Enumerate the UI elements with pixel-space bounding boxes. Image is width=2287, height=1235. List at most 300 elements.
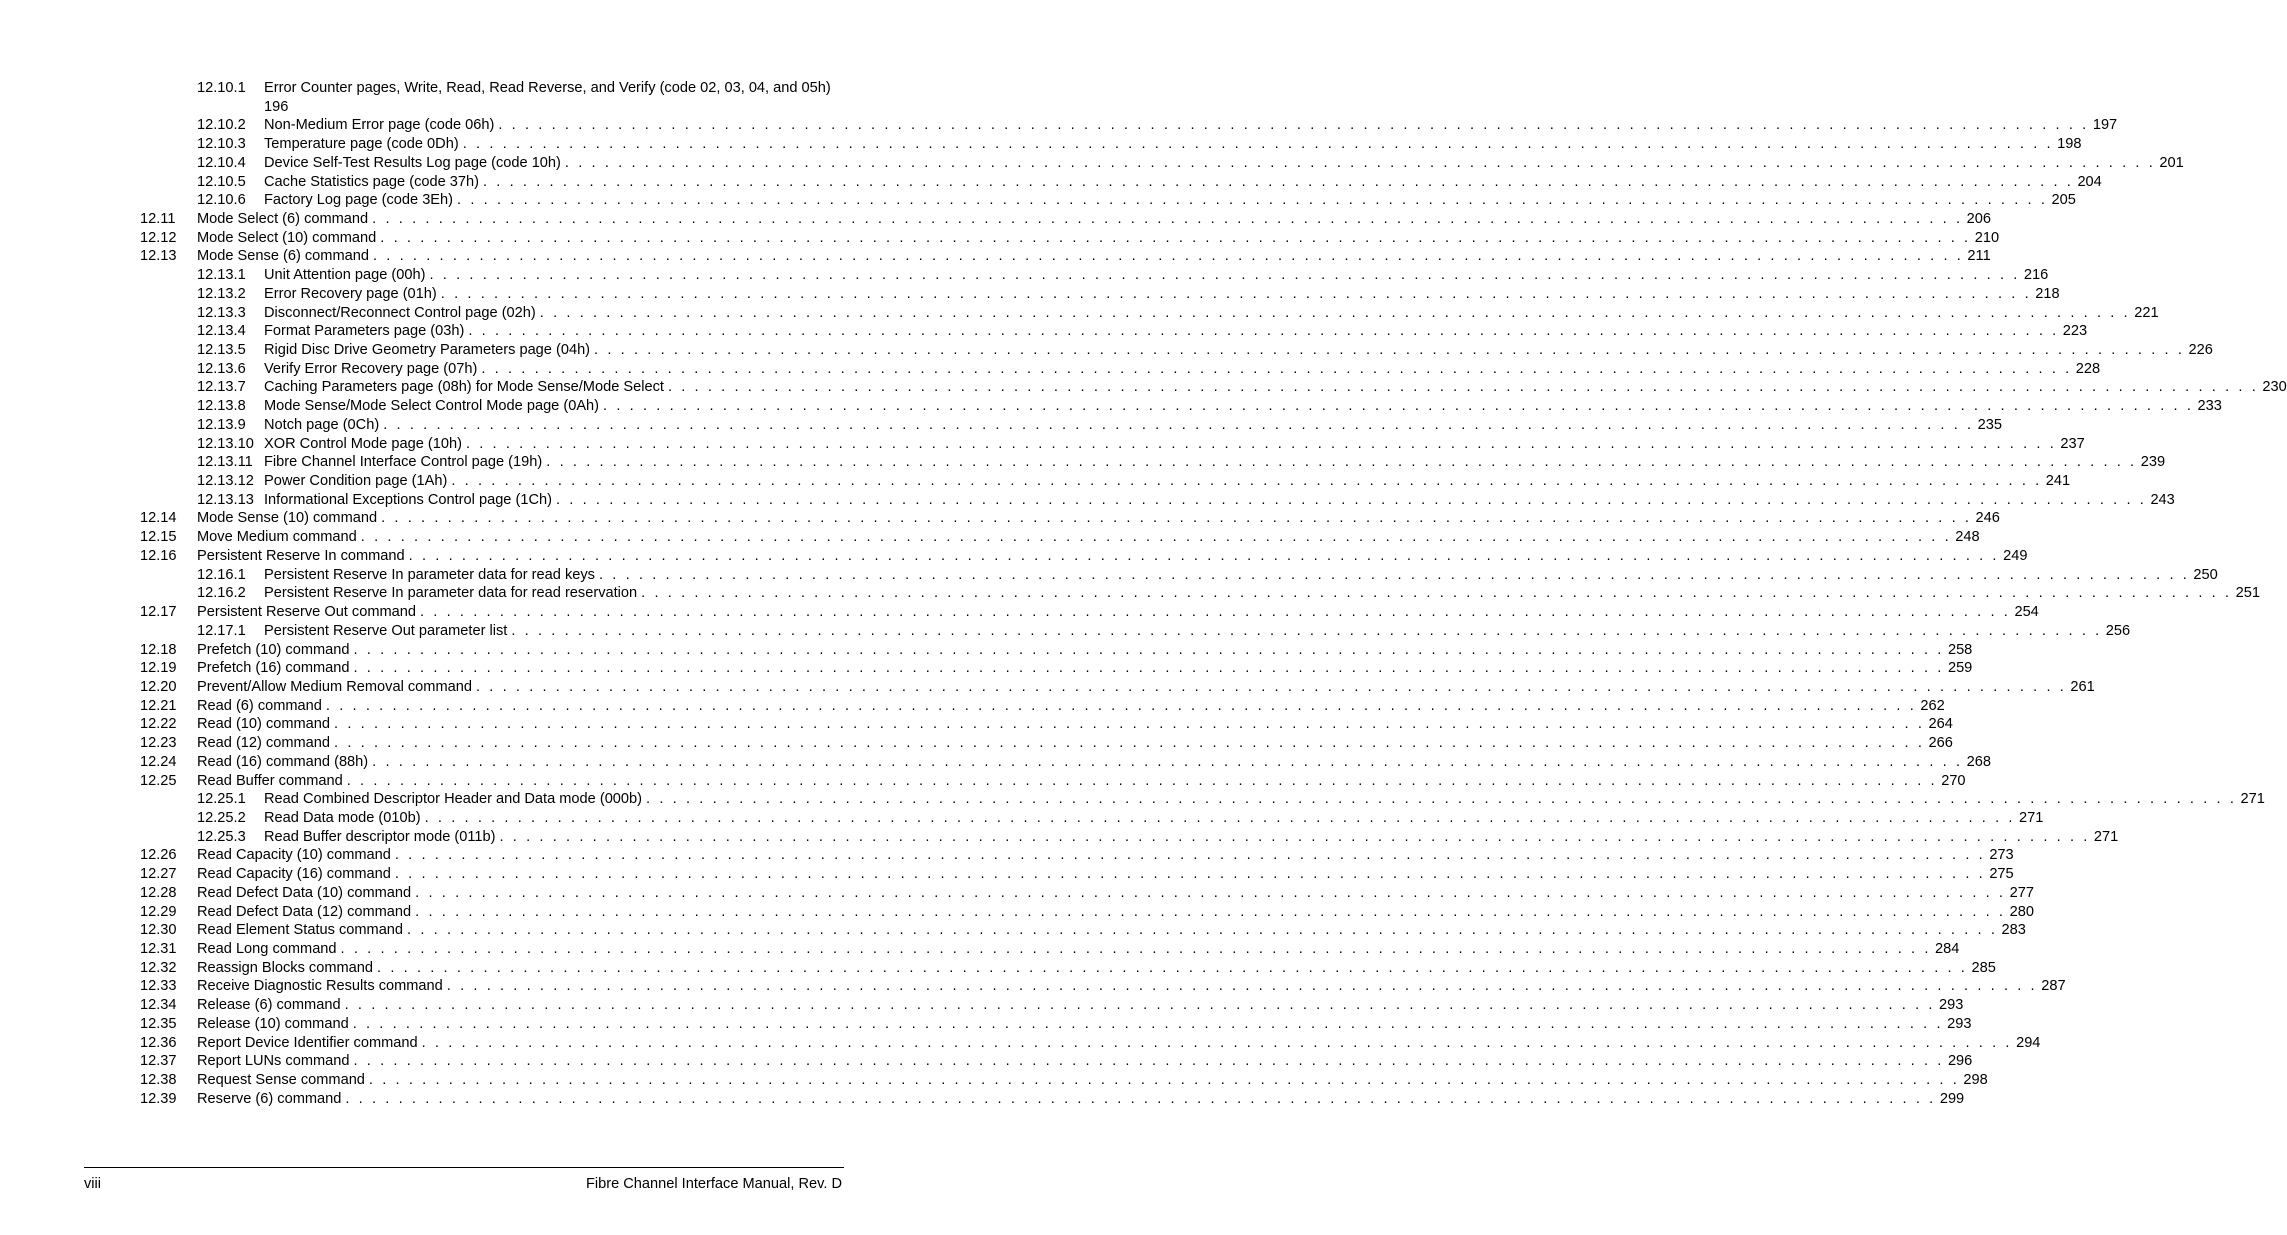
dot-leader: . . . . . . . . . . . . . . . . . . . . . . . . . . . . . . . . . . . . . . . . . . . . . . . . . . . . . . . . . . . . . . . . . . . . . . . . . . . . . . . . . . . . . . . . . . . . . . . . . . . . . . . . . . . . . . . . . . . . . . . . bbox=[407, 922, 1998, 939]
toc-entry-title: Unit Attention page (00h) bbox=[264, 267, 426, 284]
toc-entry-line bbox=[264, 416, 2003, 435]
toc-entry-number: 12.38 bbox=[140, 1072, 177, 1089]
dot-leader: . . . . . . . . . . . . . . . . . . . . . . . . . . . . . . . . . . . . . . . . . . . . . . . . . . . . . . . . . . . . . . . . . . . . . . . . . . . . . . . . . . . . . . . . . . . . . . . . . . . . . . . . . . . . . . . . . . . . . . . . bbox=[383, 416, 1974, 433]
toc-entry[interactable] bbox=[0, 472, 2071, 491]
dot-leader: . . . . . . . . . . . . . . . . . . . . . . . . . . . . . . . . . . . . . . . . . . . . . . . . . . . . . . . . . . . . . . . . . . . . . . . . . . . . . . . . . . . . . . . . . . . . . . . . . . . . . . . . . . . . . . . . . . . . . . . . bbox=[424, 809, 2016, 826]
toc-entry[interactable] bbox=[0, 697, 1945, 716]
toc-entry[interactable] bbox=[0, 79, 954, 116]
dot-leader: . . . . . . . . . . . . . . . . . . . . . . . . . . . . . . . . . . . . . . . . . . . . . . . . . . . . . . . . . . . . . . . . . . . . . . . . . . . . . . . . . . . . . . . . . . . . . . . . . . . . . . . . . . . . . . . . . . . . . . . . bbox=[368, 1072, 1960, 1089]
toc-entry-title: Read Defect Data (10) command bbox=[197, 884, 412, 901]
toc-entry-page: 259 bbox=[1947, 660, 1973, 677]
toc-entry-number: 12.32 bbox=[140, 959, 177, 976]
toc-entry-page: 216 bbox=[2023, 267, 2049, 284]
toc-entry-title: Receive Diagnostic Results command bbox=[197, 978, 443, 995]
toc-entry-page: 235 bbox=[1977, 416, 2003, 433]
toc-entry-line bbox=[197, 734, 1953, 753]
dot-leader: . . . . . . . . . . . . . . . . . . . . . . . . . . . . . . . . . . . . . . . . . . . . . . . . . . . . . . . . . . . . . . . . . . . . . . . . . . . . . . . . . . . . . . . . . . . . . . . . . . . . . . . . . . . . . . . . . . . . . . . . bbox=[539, 304, 2131, 321]
dot-leader: . . . . . . . . . . . . . . . . . . . . . . . . . . . . . . . . . . . . . . . . . . . . . . . . . . . . . . . . . . . . . . . . . . . . . . . . . . . . . . . . . . . . . . . . . . . . . . . . . . . . . . . . . . . . . . . . . . . . . . . . bbox=[421, 1034, 2013, 1051]
toc-entry-line bbox=[197, 547, 2028, 566]
toc-entry[interactable] bbox=[0, 977, 2066, 996]
dot-leader: . . . . . . . . . . . . . . . . . . . . . . . . . . . . . . . . . . . . . . . . . . . . . . . . . . . . . . . . . . . . . . . . . . . . . . . . . . . . . . . . . . . . . . . . . . . . . . . . . . . . . . . . . . . . . . . . . . . . . . . . bbox=[377, 959, 1968, 976]
toc-entry-number: 12.39 bbox=[140, 1090, 177, 1107]
toc-entry[interactable] bbox=[0, 641, 1973, 660]
dot-leader: . . . . . . . . . . . . . . . . . . . . . . . . . . . . . . . . . . . . . . . . . . . . . . . . . . . . . . . . . . . . . . . . . . . . . . . . . . . . . . . . . . . . . . . . . . . . . . . . . . . . . . . . . . . . . . . . . . . . . . . . bbox=[546, 454, 2137, 471]
toc-entry-number: 12.18 bbox=[140, 641, 177, 658]
toc-entry-page: 280 bbox=[2009, 903, 2034, 920]
toc-entry[interactable] bbox=[0, 809, 2044, 828]
dot-leader: . . . . . . . . . . . . . . . . . . . . . . . . . . . . . . . . . . . . . . . . . . . . . . . . . . . . . . . . . . . . . . . . . . . . . . . . . . . . . . . . . . . . . . . . . . . . . . . . . . . . . . . . . . . . . . . . . . . . . . . . bbox=[360, 529, 1952, 546]
dot-leader: . . . . . . . . . . . . . . . . . . . . . . . . . . . . . . . . . . . . . . . . . . . . . . . . . . . . . . . . . . . . . . . . . . . . . . . . . . . . . . . . . . . . . . . . . . . . . . . . . . . . . . . . . . . . . . . . . . . . . . . . bbox=[334, 716, 1925, 733]
dot-leader: . . . . . . . . . . . . . . . . . . . . . . . . . . . . . . . . . . . . . . . . . . . . . . . . . . . . . . . . . . . . . . . . . . . . . . . . . . . . . . . . . . . . . . . . . . . . . . . . . . . . . . . . . . . . . . . . . . . . . . . . bbox=[340, 941, 1931, 958]
toc-entry[interactable] bbox=[0, 1071, 1988, 1090]
toc-entry-number: 12.11 bbox=[140, 210, 176, 227]
toc-entry-line bbox=[264, 360, 2101, 379]
toc-entry[interactable] bbox=[0, 584, 2260, 603]
toc-entry[interactable] bbox=[0, 753, 1991, 772]
toc-entry[interactable] bbox=[0, 772, 1966, 791]
toc-entry-line bbox=[264, 116, 2118, 135]
dot-leader: . . . . . . . . . . . . . . . . . . . . . . . . . . . . . . . . . . . . . . . . . . . . . . . . . . . . . . . . . . . . . . . . . . . . . . . . . . . . . . . . . . . . . . . . . . . . . . . . . . . . . . . . . . . . . . . . . . . . . . . . bbox=[352, 1015, 1944, 1032]
toc-entry-title: XOR Control Mode page (10h) bbox=[264, 435, 462, 452]
toc-entry-number: 12.13.2 bbox=[197, 285, 246, 302]
toc-entry-title: Cache Statistics page (code 37h) bbox=[264, 173, 479, 190]
toc-entry-title: Verify Error Recovery page (07h) bbox=[264, 360, 478, 377]
toc-entry[interactable] bbox=[0, 903, 2034, 922]
toc-entry-page: 262 bbox=[1920, 697, 1945, 714]
dot-leader: . . . . . . . . . . . . . . . . . . . . . . . . . . . . . . . . . . . . . . . . . . . . . . . . . . . . . . . . . . . . . . . . . . . . . . . . . . . . . . . . . . . . . . . . . . . . . . . . . . . . . . . . . . . . . . . . . . . . . . . . bbox=[468, 323, 2059, 340]
toc-entry-page: 211 bbox=[1967, 248, 1991, 265]
toc-entry-number: 12.13.5 bbox=[197, 342, 246, 359]
toc-entry-number: 12.35 bbox=[140, 1015, 177, 1032]
toc-entry-title: Move Medium command bbox=[197, 529, 357, 546]
toc-entry-page: 228 bbox=[2075, 360, 2101, 377]
toc-entry-number: 12.13.11 bbox=[197, 454, 253, 471]
toc-entry-page: 197 bbox=[2092, 117, 2118, 134]
toc-entry-page: 296 bbox=[1947, 1053, 1973, 1070]
toc-entry-number: 12.13.10 bbox=[197, 435, 254, 452]
toc-entry-number: 12.25.1 bbox=[197, 791, 246, 808]
toc-entry-title: Report Device Identifier command bbox=[197, 1034, 418, 1051]
toc-entry-line bbox=[264, 809, 2044, 828]
toc-entry[interactable] bbox=[0, 846, 2014, 865]
toc-entry-title: Mode Sense (10) command bbox=[197, 510, 378, 527]
dot-leader: . . . . . . . . . . . . . . . . . . . . . . . . . . . . . . . . . . . . . . . . . . . . . . . . . . . . . . . . . . . . . . . . . . . . . . . . . . . . . . . . . . . . . . . . . . . . . . . . . . . . . . . . . . . . . . . . . . . . . . . . bbox=[482, 173, 2074, 190]
toc-entry-line bbox=[264, 322, 2088, 341]
toc-entry-page: 251 bbox=[2235, 585, 2260, 602]
toc-entry-page: 284 bbox=[1935, 941, 1960, 958]
toc-entry-line bbox=[197, 1071, 1988, 1090]
toc-entry[interactable] bbox=[0, 509, 2000, 528]
toc-entry-title: Persistent Reserve In parameter data for read keys bbox=[264, 566, 595, 583]
toc-entry-page: 210 bbox=[1974, 229, 2000, 246]
toc-entry[interactable] bbox=[0, 566, 2218, 585]
toc-entry-title: Reserve (6) command bbox=[197, 1090, 342, 1107]
toc-entry-line bbox=[197, 210, 1991, 229]
dot-leader: . . . . . . . . . . . . . . . . . . . . . . . . . . . . . . . . . . . . . . . . . . . . . . . . . . . . . . . . . . . . . . . . . . . . . . . . . . . . . . . . . . . . . . . . . . . . . . . . . . . . . . . . . . . . . . . . . . . . . . . . bbox=[481, 360, 2072, 377]
toc-entry-page: 218 bbox=[2035, 285, 2060, 302]
toc-entry-line bbox=[264, 622, 2131, 641]
toc-entry-page: 261 bbox=[2070, 678, 2095, 695]
dot-leader: . . . . . . . . . . . . . . . . . . . . . . . . . . . . . . . . . . . . . . . . . . . . . . . . . . . . . . . . . . . . . . . . . . . . . . . . . . . . . . . . . . . . . . . . . . . . . . . . . . . . . . . . . . . . . . . . . . . . . . . . bbox=[641, 585, 2232, 602]
toc-entry-page: 293 bbox=[1947, 1015, 1972, 1032]
toc-entry[interactable] bbox=[0, 116, 2118, 135]
toc-entry-number: 12.16.1 bbox=[197, 566, 246, 583]
toc-entry-line bbox=[197, 753, 1991, 772]
toc-entry-title: Request Sense command bbox=[197, 1072, 365, 1089]
toc-entry-number: 12.17 bbox=[140, 604, 177, 621]
toc-entry[interactable] bbox=[0, 304, 2159, 323]
toc-entry-number: 12.22 bbox=[140, 716, 177, 733]
toc-entry[interactable] bbox=[0, 229, 2000, 248]
toc-entry-page: 258 bbox=[1947, 641, 1973, 658]
toc-entry-line bbox=[197, 772, 1966, 791]
toc-entry-title: Power Condition page (1Ah) bbox=[264, 473, 448, 490]
dot-leader: . . . . . . . . . . . . . . . . . . . . . . . . . . . . . . . . . . . . . . . . . . . . . . . . . . . . . . . . . . . . . . . . . . . . . . . . . . . . . . . . . . . . . . . . . . . . . . . . . . . . . . . . . . . . . . . . . . . . . . . . bbox=[646, 791, 2237, 808]
toc-entry-title: Device Self-Test Results Log page (code 10h) bbox=[264, 154, 561, 171]
toc-entry-line bbox=[264, 828, 2119, 847]
toc-entry-number: 12.33 bbox=[140, 978, 177, 995]
toc-entry[interactable] bbox=[0, 659, 1973, 678]
table-of-contents bbox=[0, 79, 2287, 1108]
toc-entry-title: Prevent/Allow Medium Removal command bbox=[197, 678, 472, 695]
dot-leader: . . . . . . . . . . . . . . . . . . . . . . . . . . . . . . . . . . . . . . . . . . . . . . . . . . . . . . . . . . . . . . . . . . . . . . . . . . . . . . . . . . . . . . . . . . . . . . . . . . . . . . . . . . . . . . . . . . . . . . . . bbox=[325, 697, 1917, 714]
toc-entry-title: Format Parameters page (03h) bbox=[264, 323, 465, 340]
dot-leader: . . . . . . . . . . . . . . . . . . . . . . . . . . . . . . . . . . . . . . . . . . . . . . . . . . . . . . . . . . . . . . . . . . . . . . . . . . . . . . . . . . . . . . . . . . . . . . . . . . . . . . . . . . . . . . . . . . . . . . . . bbox=[344, 997, 1936, 1014]
toc-entry-number: 12.23 bbox=[140, 735, 177, 752]
toc-entry-page: 277 bbox=[2009, 884, 2034, 901]
toc-entry[interactable] bbox=[0, 528, 1980, 547]
toc-entry[interactable] bbox=[0, 266, 2049, 285]
dot-leader: . . . . . . . . . . . . . . . . . . . . . . . . . . . . . . . . . . . . . . . . . . . . . . . . . . . . . . . . . . . . . . . . . . . . . . . . . . . . . . . . . . . . . . . . . . . . . . . . . . . . . . . . . . . . . . . . . . . . . . . . bbox=[353, 641, 1944, 658]
toc-entry-number: 12.12 bbox=[140, 229, 177, 246]
toc-entry-page: 273 bbox=[1989, 847, 2014, 864]
toc-entry-page: 226 bbox=[2188, 342, 2213, 359]
dot-leader: . . . . . . . . . . . . . . . . . . . . . . . . . . . . . . . . . . . . . . . . . . . . . . . . . . . . . . . . . . . . . . . . . . . . . . . . . . . . . . . . . . . . . . . . . . . . . . . . . . . . . . . . . . . . . . . . . . . . . . . . bbox=[511, 622, 2102, 639]
toc-entry-number: 12.28 bbox=[140, 884, 177, 901]
toc-entry-line bbox=[197, 884, 2034, 903]
toc-entry-page: 250 bbox=[2193, 566, 2218, 583]
toc-entry-page: 237 bbox=[2060, 435, 2085, 452]
toc-entry-number: 12.13.6 bbox=[197, 360, 246, 377]
toc-entry[interactable] bbox=[0, 734, 1953, 753]
toc-entry-number: 12.31 bbox=[140, 941, 177, 958]
toc-entry-title: Factory Log page (code 3Eh) bbox=[264, 192, 454, 209]
toc-entry-title: Error Counter pages, Write, Read, Read Reverse, and Verify (code 02, 03, 04, and 05h) 196 bbox=[264, 80, 831, 115]
toc-entry-line bbox=[197, 1052, 1973, 1071]
dot-leader: . . . . . . . . . . . . . . . . . . . . . . . . . . . . . . . . . . . . . . . . . . . . . . . . . . . . . . . . . . . . . . . . . . . . . . . . . . . . . . . . . . . . . . . . . . . . . . . . . . . . . . . . . . . . . . . . . . . . . . . . bbox=[594, 342, 2185, 359]
toc-entry-page: 271 bbox=[2019, 809, 2044, 826]
dot-leader: . . . . . . . . . . . . . . . . . . . . . . . . . . . . . . . . . . . . . . . . . . . . . . . . . . . . . . . . . . . . . . . . . . . . . . . . . . . . . . . . . . . . . . . . . . . . . . . . . . . . . . . . . . . . . . . . . . . . . . . . bbox=[381, 510, 1972, 527]
dot-leader: . . . . . . . . . . . . . . . . . . . . . . . . . . . . . . . . . . . . . . . . . . . . . . . . . . . . . . . . . . . . . . . . . . . . . . . . . . . . . . . . . . . . . . . . . . . . . . . . . . . . . . . . . . . . . . . . . . . . . . . . bbox=[372, 210, 1963, 227]
toc-entry-line bbox=[264, 341, 2213, 360]
toc-entry[interactable] bbox=[0, 996, 1964, 1015]
toc-entry-line bbox=[264, 266, 2049, 285]
dot-leader: . . . . . . . . . . . . . . . . . . . . . . . . . . . . . . . . . . . . . . . . . . . . . . . . . . . . . . . . . . . . . . . . . . . . . . . . . . . . . . . . . . . . . . . . . . . . . . . . . . . . . . . . . . . . . . . . . . . . . . . . bbox=[555, 491, 2147, 508]
toc-entry-title: Read Buffer command bbox=[197, 772, 343, 789]
toc-entry-line bbox=[197, 678, 2095, 697]
toc-entry[interactable] bbox=[0, 435, 2085, 454]
toc-entry-number: 12.36 bbox=[140, 1034, 177, 1051]
toc-entry[interactable] bbox=[0, 360, 2101, 379]
toc-entry-line bbox=[264, 191, 2076, 210]
toc-entry-page: 249 bbox=[2003, 547, 2028, 564]
toc-entry-title: Read Buffer descriptor mode (011b) bbox=[264, 828, 496, 845]
toc-entry-line bbox=[264, 378, 2287, 397]
toc-entry-title: Read Capacity (10) command bbox=[197, 847, 391, 864]
toc-entry-title: Release (10) command bbox=[197, 1015, 349, 1032]
toc-entry-title: Read (16) command (88h) bbox=[197, 753, 369, 770]
toc-entry[interactable] bbox=[0, 940, 1960, 959]
dot-leader: . . . . . . . . . . . . . . . . . . . . . . . . . . . . . . . . . . . . . . . . . . . . . . . . . . . . . . . . . . . . . . . . . . . . . . . . . . . . . . . . . . . . . . . . . . . . . . . . . . . . . . . . . . . . . . . . . . . . . . . . bbox=[499, 828, 2090, 845]
toc-entry[interactable] bbox=[0, 285, 2060, 304]
toc-entry-page: 285 bbox=[1971, 959, 1996, 976]
toc-entry[interactable] bbox=[0, 678, 2095, 697]
toc-entry-line bbox=[197, 977, 2066, 996]
toc-entry[interactable] bbox=[0, 173, 2102, 192]
toc-entry-title: Caching Parameters page (08h) for Mode Sense/Mode Select bbox=[264, 379, 664, 396]
toc-entry-title: Read (12) command bbox=[197, 735, 331, 752]
toc-entry-line bbox=[197, 603, 2039, 622]
toc-entry-title: Error Recovery page (01h) bbox=[264, 285, 437, 302]
toc-entry-number: 12.13.13 bbox=[197, 491, 254, 508]
toc-entry-title: Prefetch (16) command bbox=[197, 660, 350, 677]
toc-entry[interactable] bbox=[0, 135, 2082, 154]
toc-entry[interactable] bbox=[0, 547, 2028, 566]
toc-entry-title: Mode Select (10) command bbox=[197, 229, 377, 246]
toc-entry-line bbox=[264, 491, 2175, 510]
toc-entry-number: 12.34 bbox=[140, 997, 177, 1014]
dot-leader: . . . . . . . . . . . . . . . . . . . . . . . . . . . . . . . . . . . . . . . . . . . . . . . . . . . . . . . . . . . . . . . . . . . . . . . . . . . . . . . . . . . . . . . . . . . . . . . . . . . . . . . . . . . . . . . . . . . . . . . . bbox=[420, 604, 2011, 621]
toc-entry-number: 12.13 bbox=[140, 248, 177, 265]
toc-entry[interactable] bbox=[0, 210, 1991, 229]
toc-entry-line bbox=[197, 697, 1945, 716]
dot-leader: . . . . . . . . . . . . . . . . . . . . . . . . . . . . . . . . . . . . . . . . . . . . . . . . . . . . . . . . . . . . . . . . . . . . . . . . . . . . . . . . . . . . . . . . . . . . . . . . . . . . . . . . . . . . . . . . . . . . . . . . bbox=[564, 154, 2156, 171]
toc-entry[interactable] bbox=[0, 378, 2287, 397]
toc-entry[interactable] bbox=[0, 1034, 2041, 1053]
toc-entry-page: 204 bbox=[2077, 173, 2102, 190]
dot-leader: . . . . . . . . . . . . . . . . . . . . . . . . . . . . . . . . . . . . . . . . . . . . . . . . . . . . . . . . . . . . . . . . . . . . . . . . . . . . . . . . . . . . . . . . . . . . . . . . . . . . . . . . . . . . . . . . . . . . . . . . bbox=[372, 248, 1964, 265]
toc-entry-page: 275 bbox=[1989, 866, 2014, 883]
toc-entry-title: Fibre Channel Interface Control page (19h) bbox=[264, 454, 543, 471]
dot-leader: . . . . . . . . . . . . . . . . . . . . . . . . . . . . . . . . . . . . . . . . . . . . . . . . . . . . . . . . . . . . . . . . . . . . . . . . . . . . . . . . . . . . . . . . . . . . . . . . . . . . . . . . . . . . . . . . . . . . . . . . bbox=[346, 772, 1938, 789]
toc-entry-title: Mode Sense/Mode Select Control Mode page (0Ah) bbox=[264, 398, 600, 415]
toc-entry[interactable] bbox=[0, 884, 2034, 903]
dot-leader: . . . . . . . . . . . . . . . . . . . . . . . . . . . . . . . . . . . . . . . . . . . . . . . . . . . . . . . . . . . . . . . . . . . . . . . . . . . . . . . . . . . . . . . . . . . . . . . . . . . . . . . . . . . . . . . . . . . . . . . . bbox=[353, 660, 1944, 677]
toc-entry-number: 12.16.2 bbox=[197, 585, 246, 602]
toc-entry-line bbox=[197, 229, 2000, 248]
toc-entry[interactable] bbox=[0, 622, 2131, 641]
toc-entry-title: Reassign Blocks command bbox=[197, 959, 374, 976]
toc-entry-line bbox=[264, 135, 2082, 154]
toc-entry-number: 12.13.9 bbox=[197, 416, 246, 433]
toc-entry-page: 246 bbox=[1975, 510, 2000, 527]
dot-leader: . . . . . . . . . . . . . . . . . . . . . . . . . . . . . . . . . . . . . . . . . . . . . . . . . . . . . . . . . . . . . . . . . . . . . . . . . . . . . . . . . . . . . . . . . . . . . . . . . . . . . . . . . . . . . . . . . . . . . . . . bbox=[394, 866, 1986, 883]
toc-entry-number: 12.30 bbox=[140, 922, 177, 939]
dot-leader: . . . . . . . . . . . . . . . . . . . . . . . . . . . . . . . . . . . . . . . . . . . . . . . . . . . . . . . . . . . . . . . . . . . . . . . . . . . . . . . . . . . . . . . . . . . . . . . . . . . . . . . . . . . . . . . . . . . . . . . . bbox=[457, 192, 2048, 209]
toc-entry[interactable] bbox=[0, 341, 2213, 360]
toc-entry-line bbox=[197, 903, 2034, 922]
toc-entry-title: Read Combined Descriptor Header and Data mode (000b) bbox=[264, 791, 643, 808]
toc-entry[interactable] bbox=[0, 453, 2166, 472]
toc-entry-number: 12.16 bbox=[140, 547, 177, 564]
toc-entry-line bbox=[264, 584, 2260, 603]
toc-entry-page: 256 bbox=[2105, 622, 2131, 639]
toc-entry[interactable] bbox=[0, 491, 2175, 510]
toc-entry-line bbox=[264, 173, 2102, 192]
toc-entry[interactable] bbox=[0, 790, 2265, 809]
toc-entry-line bbox=[264, 154, 2184, 173]
toc-entry-title: Temperature page (code 0Dh) bbox=[264, 136, 459, 153]
toc-entry-line bbox=[197, 528, 1980, 547]
toc-entry-title: Report LUNs command bbox=[197, 1053, 350, 1070]
toc-entry-line bbox=[197, 921, 2026, 940]
toc-entry-title: Read Defect Data (12) command bbox=[197, 903, 412, 920]
toc-entry-page: 298 bbox=[1963, 1072, 1988, 1089]
dot-leader: . . . . . . . . . . . . . . . . . . . . . . . . . . . . . . . . . . . . . . . . . . . . . . . . . . . . . . . . . . . . . . . . . . . . . . . . . . . . . . . . . . . . . . . . . . . . . . . . . . . . . . . . . . . . . . . . . . . . . . . . bbox=[353, 1053, 1944, 1070]
footer-document-title: Fibre Channel Interface Manual, Rev. D bbox=[585, 1176, 842, 1192]
toc-entry-line bbox=[264, 790, 2265, 809]
dot-leader: . . . . . . . . . . . . . . . . . . . . . . . . . . . . . . . . . . . . . . . . . . . . . . . . . . . . . . . . . . . . . . . . . . . . . . . . . . . . . . . . . . . . . . . . . . . . . . . . . . . . . . . . . . . . . . . . . . . . . . . . bbox=[415, 903, 2006, 920]
toc-entry-page: 283 bbox=[2001, 922, 2026, 939]
dot-leader: . . . . . . . . . . . . . . . . . . . . . . . . . . . . . . . . . . . . . . . . . . . . . . . . . . . . . . . . . . . . . . . . . . . . . . . . . . . . . . . . . . . . . . . . . . . . . . . . . . . . . . . . . . . . . . . . . . . . . . . . bbox=[465, 435, 2057, 452]
toc-entry-title: Read (10) command bbox=[197, 716, 331, 733]
dot-leader: . . . . . . . . . . . . . . . . . . . . . . . . . . . . . . . . . . . . . . . . . . . . . . . . . . . . . . . . . . . . . . . . . . . . . . . . . . . . . . . . . . . . . . . . . . . . . . . . . . . . . . . . . . . . . . . . . . . . . . . . bbox=[603, 398, 2194, 415]
toc-entry-page: 266 bbox=[1928, 735, 1953, 752]
toc-entry-line bbox=[197, 1015, 1972, 1034]
toc-entry-page: 293 bbox=[1939, 997, 1964, 1014]
toc-entry-page: 271 bbox=[2093, 828, 2119, 845]
footer-divider bbox=[84, 1167, 844, 1168]
toc-entry-number: 12.21 bbox=[140, 697, 177, 714]
toc-entry-page: 270 bbox=[1941, 772, 1966, 789]
toc-entry-number: 12.20 bbox=[140, 678, 177, 695]
toc-entry-number: 12.10.6 bbox=[197, 192, 246, 209]
dot-leader: . . . . . . . . . . . . . . . . . . . . . . . . . . . . . . . . . . . . . . . . . . . . . . . . . . . . . . . . . . . . . . . . . . . . . . . . . . . . . . . . . . . . . . . . . . . . . . . . . . . . . . . . . . . . . . . . . . . . . . . . bbox=[372, 753, 1963, 770]
dot-leader: . . . . . . . . . . . . . . . . . . . . . . . . . . . . . . . . . . . . . . . . . . . . . . . . . . . . . . . . . . . . . . . . . . . . . . . . . . . . . . . . . . . . . . . . . . . . . . . . . . . . . . . . . . . . . . . . . . . . . . . . bbox=[462, 136, 2054, 153]
toc-entry-number: 12.37 bbox=[140, 1053, 177, 1070]
toc-entry-number: 12.13.1 bbox=[197, 267, 246, 284]
toc-entry-number: 12.14 bbox=[140, 510, 177, 527]
toc-entry-number: 12.25.2 bbox=[197, 809, 246, 826]
toc-entry[interactable] bbox=[0, 416, 2003, 435]
toc-entry-number: 12.15 bbox=[140, 529, 177, 546]
toc-entry-number: 12.10.4 bbox=[197, 154, 246, 171]
toc-entry[interactable] bbox=[0, 959, 1996, 978]
toc-entry[interactable] bbox=[0, 247, 1991, 266]
toc-entry[interactable] bbox=[0, 921, 2026, 940]
toc-entry-number: 12.24 bbox=[140, 753, 177, 770]
toc-entry-page: 287 bbox=[2041, 978, 2066, 995]
toc-entry-title: Mode Sense (6) command bbox=[197, 248, 369, 265]
dot-leader: . . . . . . . . . . . . . . . . . . . . . . . . . . . . . . . . . . . . . . . . . . . . . . . . . . . . . . . . . . . . . . . . . . . . . . . . . . . . . . . . . . . . . . . . . . . . . . . . . . . . . . . . . . . . . . . . . . . . . . . . bbox=[667, 379, 2259, 396]
toc-entry-line bbox=[264, 285, 2060, 304]
toc-entry-page: 221 bbox=[2134, 304, 2159, 321]
toc-entry-page: 299 bbox=[1939, 1090, 1965, 1107]
toc-entry-page: 230 bbox=[2262, 379, 2287, 396]
toc-entry[interactable] bbox=[0, 191, 2076, 210]
toc-entry-number: 12.25 bbox=[140, 772, 177, 789]
toc-entry-title: Read Capacity (16) command bbox=[197, 866, 391, 883]
toc-entry-number: 12.26 bbox=[140, 847, 177, 864]
dot-leader: . . . . . . . . . . . . . . . . . . . . . . . . . . . . . . . . . . . . . . . . . . . . . . . . . . . . . . . . . . . . . . . . . . . . . . . . . . . . . . . . . . . . . . . . . . . . . . . . . . . . . . . . . . . . . . . . . . . . . . . . bbox=[475, 678, 2067, 695]
toc-entry[interactable] bbox=[0, 397, 2222, 416]
dot-leader: . . . . . . . . . . . . . . . . . . . . . . . . . . . . . . . . . . . . . . . . . . . . . . . . . . . . . . . . . . . . . . . . . . . . . . . . . . . . . . . . . . . . . . . . . . . . . . . . . . . . . . . . . . . . . . . . . . . . . . . . bbox=[345, 1090, 1936, 1107]
toc-entry-title: Read Data mode (010b) bbox=[264, 809, 421, 826]
toc-entry-number: 12.10.1 bbox=[197, 80, 246, 96]
toc-entry-line bbox=[264, 304, 2159, 323]
toc-entry[interactable] bbox=[0, 715, 1953, 734]
toc-entry-page: 198 bbox=[2057, 136, 2082, 153]
toc-entry-title: Mode Select (6) command bbox=[197, 210, 369, 227]
toc-entry-line bbox=[197, 1090, 1965, 1109]
dot-leader: . . . . . . . . . . . . . . . . . . . . . . . . . . . . . . . . . . . . . . . . . . . . . . . . . . . . . . . . . . . . . . . . . . . . . . . . . . . . . . . . . . . . . . . . . . . . . . . . . . . . . . . . . . . . . . . . . . . . . . . . bbox=[429, 267, 2020, 284]
toc-entry[interactable] bbox=[0, 828, 2119, 847]
toc-entry-title: Disconnect/Reconnect Control page (02h) bbox=[264, 304, 536, 321]
toc-entry-page: 264 bbox=[1928, 716, 1953, 733]
toc-entry[interactable] bbox=[0, 154, 2184, 173]
toc-entry-line bbox=[264, 566, 2218, 585]
toc-entry-page: 271 bbox=[2240, 791, 2265, 808]
toc-entry-number: 12.10.2 bbox=[197, 117, 246, 134]
toc-entry-line bbox=[197, 715, 1953, 734]
dot-leader: . . . . . . . . . . . . . . . . . . . . . . . . . . . . . . . . . . . . . . . . . . . . . . . . . . . . . . . . . . . . . . . . . . . . . . . . . . . . . . . . . . . . . . . . . . . . . . . . . . . . . . . . . . . . . . . . . . . . . . . . bbox=[446, 978, 2038, 995]
toc-entry[interactable] bbox=[0, 865, 2014, 884]
toc-entry[interactable] bbox=[0, 1015, 1972, 1034]
toc-entry-line bbox=[197, 247, 1991, 266]
toc-entry-title: Informational Exceptions Control page (1Ch) bbox=[264, 491, 552, 508]
toc-entry-page: 268 bbox=[1966, 753, 1991, 770]
toc-entry-title: Read (6) command bbox=[197, 697, 322, 714]
toc-entry-line bbox=[264, 397, 2222, 416]
toc-entry-number: 12.10.3 bbox=[197, 136, 246, 153]
toc-entry-page: 241 bbox=[2045, 473, 2071, 490]
dot-leader: . . . . . . . . . . . . . . . . . . . . . . . . . . . . . . . . . . . . . . . . . . . . . . . . . . . . . . . . . . . . . . . . . . . . . . . . . . . . . . . . . . . . . . . . . . . . . . . . . . . . . . . . . . . . . . . . . . . . . . . . bbox=[498, 117, 2089, 134]
toc-entry-page: 206 bbox=[1966, 210, 1991, 227]
toc-entry[interactable] bbox=[0, 603, 2039, 622]
dot-leader: . . . . . . . . . . . . . . . . . . . . . . . . . . . . . . . . . . . . . . . . . . . . . . . . . . . . . . . . . . . . . . . . . . . . . . . . . . . . . . . . . . . . . . . . . . . . . . . . . . . . . . . . . . . . . . . . . . . . . . . . bbox=[334, 735, 1925, 752]
toc-entry-page: 233 bbox=[2197, 398, 2222, 415]
footer-page-number: viii bbox=[84, 1176, 102, 1192]
toc-entry-number: 12.27 bbox=[140, 866, 177, 883]
toc-entry-number: 12.13.4 bbox=[197, 323, 246, 340]
toc-entry-line bbox=[264, 453, 2166, 472]
toc-entry-line bbox=[197, 865, 2014, 884]
toc-entry-number: 12.13.7 bbox=[197, 379, 246, 396]
toc-entry-line bbox=[197, 940, 1960, 959]
toc-entry-number: 12.10.5 bbox=[197, 173, 246, 190]
toc-entry[interactable] bbox=[0, 1090, 1965, 1109]
toc-entry-title: Persistent Reserve Out command bbox=[197, 604, 416, 621]
toc-entry-page: 201 bbox=[2159, 154, 2184, 171]
toc-entry-title: Read Element Status command bbox=[197, 922, 404, 939]
toc-entry-page: 239 bbox=[2140, 454, 2166, 471]
dot-leader: . . . . . . . . . . . . . . . . . . . . . . . . . . . . . . . . . . . . . . . . . . . . . . . . . . . . . . . . . . . . . . . . . . . . . . . . . . . . . . . . . . . . . . . . . . . . . . . . . . . . . . . . . . . . . . . . . . . . . . . . bbox=[451, 473, 2042, 490]
toc-entry-page: 223 bbox=[2062, 323, 2088, 340]
toc-entry-title: Non-Medium Error page (code 06h) bbox=[264, 117, 495, 134]
dot-leader: . . . . . . . . . . . . . . . . . . . . . . . . . . . . . . . . . . . . . . . . . . . . . . . . . . . . . . . . . . . . . . . . . . . . . . . . . . . . . . . . . . . . . . . . . . . . . . . . . . . . . . . . . . . . . . . . . . . . . . . . bbox=[440, 285, 2032, 302]
toc-entry-line bbox=[197, 641, 1973, 660]
toc-entry-title: Persistent Reserve In command bbox=[197, 547, 405, 564]
toc-entry-number: 12.29 bbox=[140, 903, 177, 920]
dot-leader: . . . . . . . . . . . . . . . . . . . . . . . . . . . . . . . . . . . . . . . . . . . . . . . . . . . . . . . . . . . . . . . . . . . . . . . . . . . . . . . . . . . . . . . . . . . . . . . . . . . . . . . . . . . . . . . . . . . . . . . . bbox=[415, 884, 2006, 901]
dot-leader: . . . . . . . . . . . . . . . . . . . . . . . . . . . . . . . . . . . . . . . . . . . . . . . . . . . . . . . . . . . . . . . . . . . . . . . . . . . . . . . . . . . . . . . . . . . . . . . . . . . . . . . . . . . . . . . . . . . . . . . . bbox=[598, 566, 2190, 583]
toc-entry-line bbox=[197, 659, 1973, 678]
toc-entry[interactable] bbox=[0, 1052, 1973, 1071]
toc-entry-title: Notch page (0Ch) bbox=[264, 416, 380, 433]
toc-entry-page: 254 bbox=[2014, 604, 2039, 621]
toc-entry[interactable] bbox=[0, 322, 2088, 341]
toc-entry-title: Persistent Reserve Out parameter list bbox=[264, 622, 508, 639]
